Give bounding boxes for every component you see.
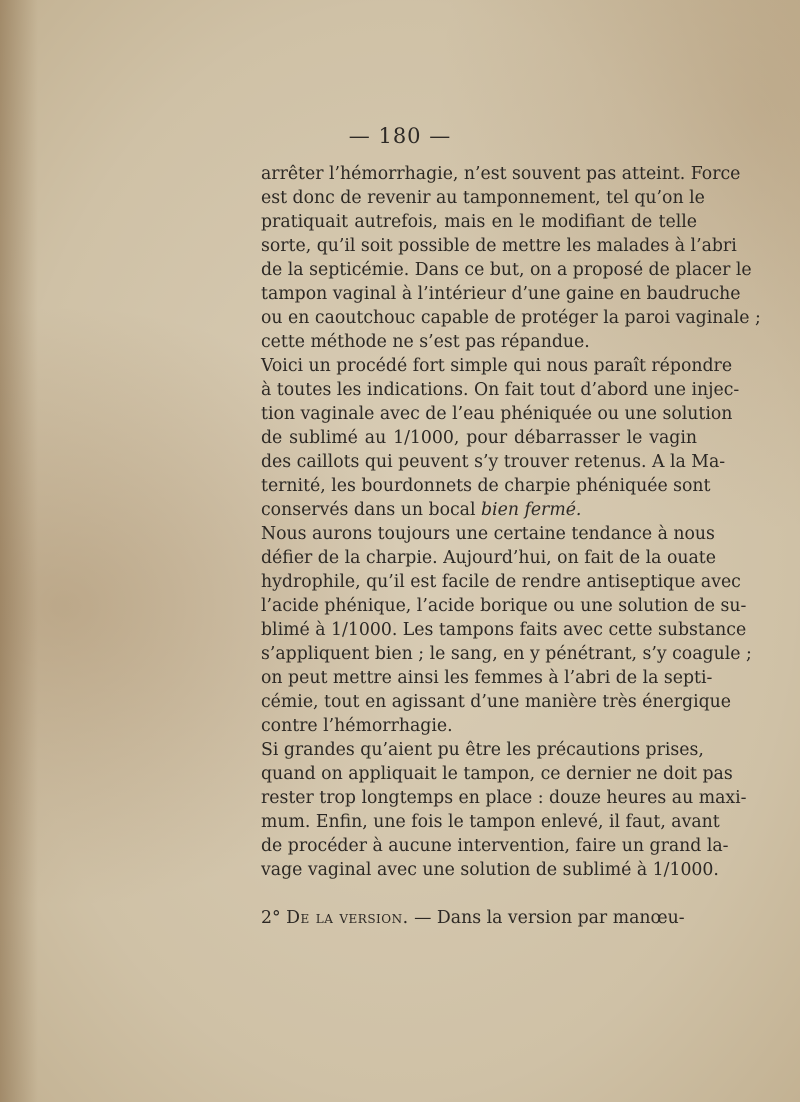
text-line: tion vaginale avec de l’eau phéniquée ou une solution xyxy=(261,404,733,424)
text-line: hydrophile, qu’il est facile de rendre antiseptique avec xyxy=(261,572,741,592)
text-line: est donc de revenir au tamponnement, tel qu’on le xyxy=(261,188,705,208)
text-line: arrêter l’hémorrhagie, n’est souvent pas atteint. Force xyxy=(261,164,741,184)
text-line: l’acide phénique, l’acide borique ou une solution de su- xyxy=(261,596,747,616)
text-line: défier de la charpie. Aujourd’hui, on fait de la ouate xyxy=(261,548,716,568)
text-line: cette méthode ne s’est pas répandue. xyxy=(261,332,590,352)
italic-phrase: bien fermé. xyxy=(481,500,582,520)
text-line: Nous aurons toujours une certaine tendance à nous xyxy=(261,524,715,544)
text-line: rester trop longtemps en place : douze heures au maxi- xyxy=(261,788,747,808)
text-line: s’appliquent bien ; le sang, en y pénétrant, s’y coagule ; xyxy=(261,644,752,664)
section-gap xyxy=(261,882,697,906)
text-line: on peut mettre ainsi les femmes à l’abri de la septi- xyxy=(261,668,713,688)
page-edge-shadow xyxy=(0,0,38,1102)
text-line: de la septicémie. Dans ce but, on a proposé de placer le xyxy=(261,260,752,280)
text-line: des caillots qui peuvent s’y trouver retenus. A la Ma- xyxy=(261,452,726,472)
text-line xyxy=(261,354,733,378)
text-line: de sublimé au 1/1000, pour débarrasser le vagin xyxy=(261,428,697,448)
text-line: contre l’hémorrhagie. xyxy=(261,716,453,736)
section-text: Dans la version par manœu- xyxy=(436,908,685,928)
text-line: Si grandes qu’aient pu être les précautions prises, xyxy=(261,740,704,760)
text-line: mum. Enfin, une fois le tampon enlevé, il faut, avant xyxy=(261,812,720,832)
text-segment: conservés dans un bocal xyxy=(261,500,481,520)
text-line: tampon vaginal à l’intérieur d’une gaine en baudruche xyxy=(261,284,741,304)
text-line: quand on appliquait le tampon, ce dernier ne doit pas xyxy=(261,764,733,784)
text-line: blimé à 1/1000. Les tampons faits avec cette substance xyxy=(261,620,747,640)
text-line: ternité, les bourdonnets de charpie phéniquée sont xyxy=(261,476,711,496)
text-line: sorte, qu’il soit possible de mettre les malades à l’abri xyxy=(261,236,737,256)
body-text xyxy=(261,162,761,930)
text-line xyxy=(261,498,697,522)
text-line: vage vaginal avec une solution de sublimé à 1/1000. xyxy=(261,860,719,880)
text-line: pratiquait autrefois, mais en le modifiant de telle xyxy=(261,212,697,232)
section-heading: De la version. xyxy=(286,908,409,928)
paragraph-start: Voici un procédé fort simple qui nous paraît répondre xyxy=(261,356,733,376)
section-number: 2° xyxy=(261,908,281,928)
page-number: — 180 — xyxy=(348,124,452,148)
text-line: ou en caoutchouc capable de protéger la paroi vaginale ; xyxy=(261,308,761,328)
text-line: à toutes les indications. On fait tout d’abord une injec- xyxy=(261,380,740,400)
text-line: cémie, tout en agissant d’une manière très énergique xyxy=(261,692,732,712)
section-dash: — xyxy=(408,908,437,928)
section-heading-line xyxy=(261,906,697,930)
text-line: de procéder à aucune intervention, faire un grand la- xyxy=(261,836,729,856)
